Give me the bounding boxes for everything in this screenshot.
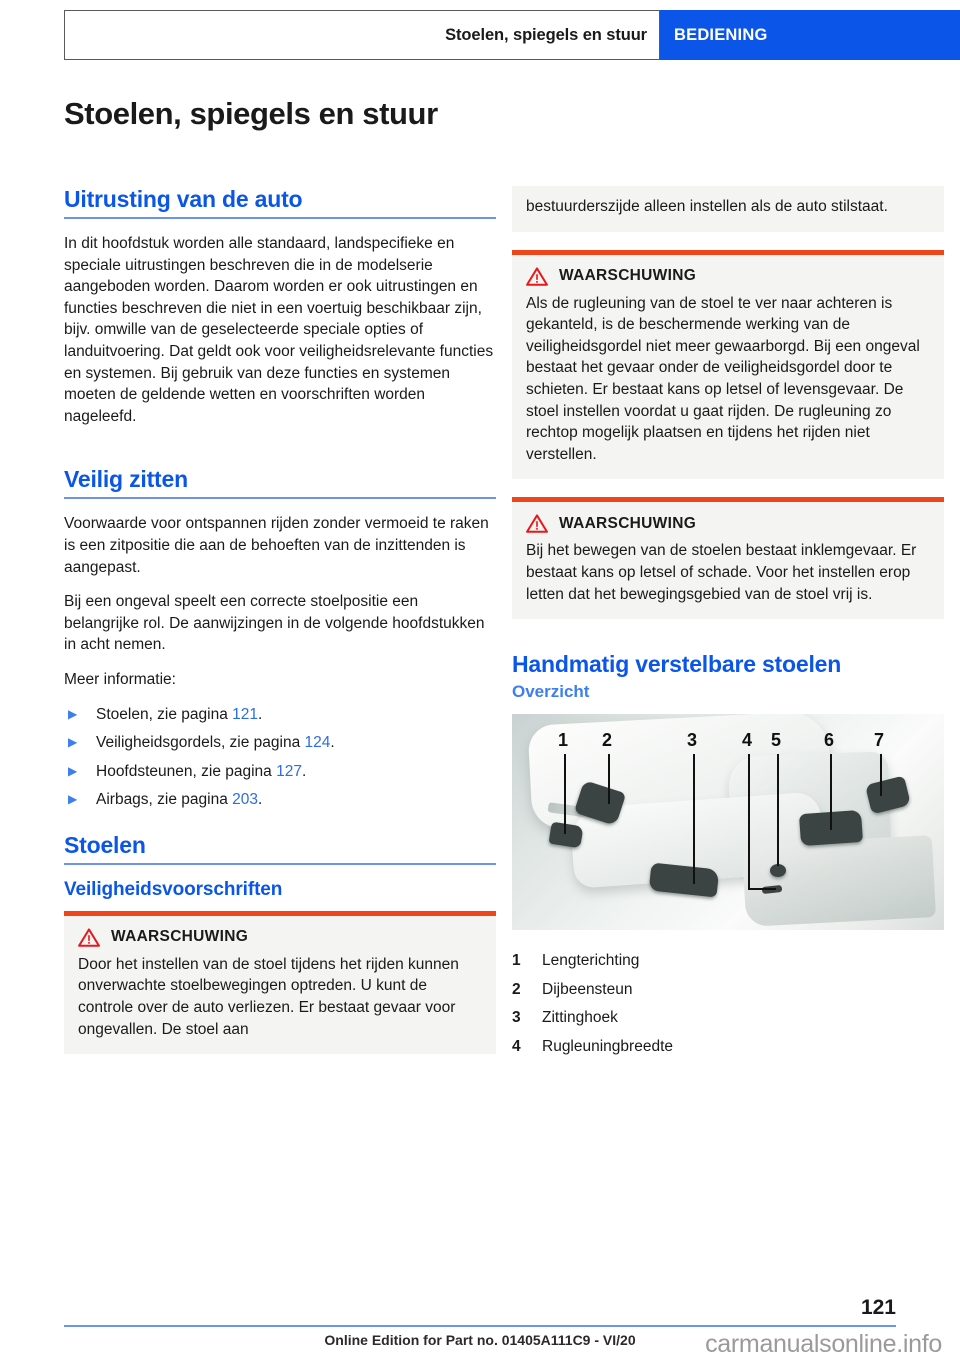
left-column xyxy=(64,186,496,1072)
cross-reference-list xyxy=(64,704,496,811)
spacer xyxy=(64,440,496,466)
triangle-right-icon: ▶ xyxy=(68,763,78,778)
list-item xyxy=(512,979,944,1001)
breadcrumb-label: Stoelen, spiegels en stuur xyxy=(445,25,647,44)
legend-number: 4 xyxy=(512,1037,521,1055)
legend-label: Dijbeensteun xyxy=(542,980,633,998)
list-item xyxy=(512,950,944,972)
triangle-right-icon: ▶ xyxy=(68,735,78,750)
page-link[interactable]: 203 xyxy=(232,791,259,809)
warning-triangle-icon xyxy=(526,514,548,533)
page-header xyxy=(64,10,960,60)
warning-header xyxy=(526,267,930,286)
page-link[interactable]: 124 xyxy=(304,734,331,752)
legend-number: 1 xyxy=(512,952,521,970)
warning-box xyxy=(512,497,944,619)
list-item[interactable] xyxy=(64,704,496,726)
section-tab-bediening xyxy=(660,10,960,60)
warning-body: Als de rugleuning van de stoel te ver naar achteren is gekanteld, is de beschermende werking van de veiligheidsgordel niet meer gewaarborgd. Bij een ongeval bestaat het gevaar onder de veiligheidsgordel door te schieten. Er bestaat kans op letsel of levensgevaar. De stoel instellen voordat u gaat rijden. De rugleuning zo rechtop mogelijk plaatsen en tijdens het rijden niet verstellen. xyxy=(526,294,920,463)
heading-stoelen: Stoelen xyxy=(64,831,146,858)
list-item-text: Veiligheidsgordels, zie pagina 124. xyxy=(96,734,335,752)
callout-number-5: 5 xyxy=(771,730,782,751)
page-number: 121 xyxy=(860,1296,896,1319)
online-edition-note: Online Edition for Part no. 01405A111C9 - VI/20 xyxy=(324,1332,636,1348)
warning-title: WAARSCHUWING xyxy=(559,514,697,532)
list-item-text: Stoelen, zie pagina 121. xyxy=(96,705,263,723)
callout-leader-5 xyxy=(777,754,779,866)
list-item-text: Airbags, zie pagina 203. xyxy=(96,791,263,809)
seat-controls-photo xyxy=(512,714,944,930)
paragraph-veilig-zitten-1: Voorwaarde voor ontspannen rijden zonder vermoeid te raken is een zitpositie die aan de behoeften van de inzittenden is aangepast. xyxy=(64,515,489,576)
warning-body-continued: bestuurderszijde alleen instellen als de auto stilstaat. xyxy=(526,198,888,215)
callout-number-1: 1 xyxy=(558,730,569,751)
callout-leader-1 xyxy=(564,754,566,834)
warning-body: Bij het bewegen van de stoelen bestaat inklemgevaar. Er bestaat kans op letsel of schade. Voor het instellen erop letten dat het bewegingsgebied van de stoel vrij is. xyxy=(526,542,917,603)
legend-number: 2 xyxy=(512,980,521,998)
warning-triangle-icon xyxy=(526,267,548,286)
legend-label: Lengterichting xyxy=(542,952,640,970)
spacer xyxy=(512,637,944,651)
more-info-label: Meer informatie: xyxy=(64,670,176,688)
warning-header xyxy=(78,928,482,947)
page-title: Stoelen, spiegels en stuur xyxy=(64,96,438,131)
lever-3-shape xyxy=(649,863,720,898)
callout-number-3: 3 xyxy=(687,730,698,751)
triangle-right-icon: ▶ xyxy=(68,706,78,721)
seat-control-legend xyxy=(512,950,944,1057)
triangle-right-icon: ▶ xyxy=(68,792,78,807)
legend-label: Rugleuningbreedte xyxy=(542,1037,673,1055)
subheading-overzicht: Overzicht xyxy=(512,682,590,702)
paragraph-veilig-zitten-2: Bij een ongeval speelt een correcte stoelpositie een belangrijke rol. De aanwijzingen in de volgende hoofdstukken in acht nemen. xyxy=(64,593,485,654)
subheading-veiligheidsvoorschriften: Veiligheidsvoorschriften xyxy=(64,878,283,900)
warning-title: WAARSCHUWING xyxy=(559,267,697,285)
list-item-text: Hoofdsteunen, zie pagina 127. xyxy=(96,762,307,780)
breadcrumb xyxy=(64,10,660,60)
spacer xyxy=(64,818,496,832)
list-item xyxy=(512,1036,944,1058)
heading-rule xyxy=(64,497,496,499)
callout-leader-2 xyxy=(608,754,610,804)
warning-box-continued xyxy=(512,186,944,232)
page-link[interactable]: 127 xyxy=(276,762,302,780)
callout-leader-7 xyxy=(880,754,882,796)
callout-leader-4 xyxy=(748,754,750,889)
site-watermark: carmanualsonline.info xyxy=(705,1330,942,1358)
right-column xyxy=(512,186,944,1065)
callout-leader-6 xyxy=(830,754,832,830)
callout-number-2: 2 xyxy=(602,730,613,751)
callout-leader-4b xyxy=(748,888,776,890)
center-console-shape xyxy=(742,835,936,927)
heading-handmatig-verstelbare-stoelen: Handmatig verstelbare stoelen xyxy=(512,651,842,678)
heading-rule xyxy=(64,863,496,865)
lever-1-shape xyxy=(548,822,583,849)
callout-leader-3 xyxy=(693,754,695,884)
list-item[interactable] xyxy=(64,761,496,783)
warning-header xyxy=(526,514,930,533)
callout-number-6: 6 xyxy=(824,730,835,751)
callout-number-4: 4 xyxy=(742,730,753,751)
paragraph-uitrusting: In dit hoofdstuk worden alle standaard, landspecifieke en speciale uitrustingen beschreven die in de modelserie aangeboden worden. Daarom worden er ook uitrustingen en functies beschreven die niet in een voertuig beschikbaar zijn, bijv. omwille van de geselecteerde speciale opties of landuitvoering. Dat geldt ook voor veiligheidsrelevante functies en systemen. Bij gebruik van deze functies en systemen moeten de geldende wetten en voorschriften worden nageleefd. xyxy=(64,235,494,425)
warning-box xyxy=(512,250,944,480)
heading-veilig-zitten: Veilig zitten xyxy=(64,466,188,493)
page-link[interactable]: 121 xyxy=(232,705,259,723)
legend-label: Zittinghoek xyxy=(542,1009,618,1027)
callout-number-7: 7 xyxy=(874,730,885,751)
list-item[interactable] xyxy=(64,732,496,754)
list-item[interactable] xyxy=(64,789,496,811)
legend-number: 3 xyxy=(512,1009,521,1027)
warning-box xyxy=(64,911,496,1054)
list-item xyxy=(512,1007,944,1029)
warning-triangle-icon xyxy=(78,928,100,947)
footer-rule xyxy=(64,1325,896,1327)
section-tab-label: BEDIENING xyxy=(674,25,768,44)
warning-body: Door het instellen van de stoel tijdens het rijden kunnen onverwachte stoelbewegingen optreden. U kunt de controle over de auto verliezen. Er bestaat gevaar voor ongevallen. De stoel aan xyxy=(78,955,459,1038)
heading-uitrusting-van-de-auto: Uitrusting van de auto xyxy=(64,186,303,212)
warning-title: WAARSCHUWING xyxy=(111,928,249,946)
heading-rule xyxy=(64,217,496,219)
